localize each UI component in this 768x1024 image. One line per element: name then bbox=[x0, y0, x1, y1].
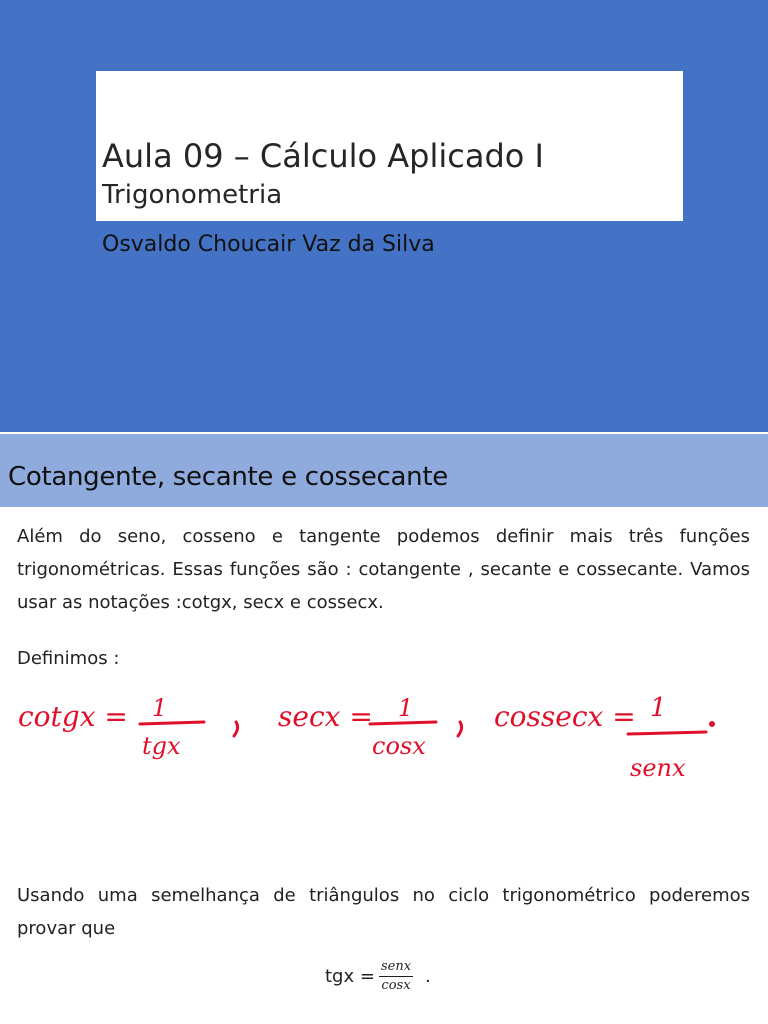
period-mark bbox=[711, 723, 714, 726]
cossec-lhs: cossecx = bbox=[494, 700, 636, 733]
cossec-numerator: 1 bbox=[650, 693, 667, 723]
section-heading: Cotangente, secante e cossecante bbox=[8, 462, 448, 492]
formula-fraction bbox=[379, 959, 413, 993]
cotg-lhs: cotgx = bbox=[18, 700, 128, 733]
comma-mark-2 bbox=[458, 722, 462, 736]
formula-denominator: cosx bbox=[381, 977, 411, 993]
tangent-formula bbox=[325, 959, 431, 993]
cossec-fraction-bar bbox=[628, 732, 706, 734]
title-box bbox=[96, 71, 683, 221]
header-band bbox=[0, 434, 768, 507]
author-name: Osvaldo Choucair Vaz da Silva bbox=[102, 232, 435, 257]
cotg-fraction-bar bbox=[140, 722, 204, 724]
title-slide bbox=[0, 0, 768, 432]
formula-period: . bbox=[425, 965, 431, 987]
cotg-numerator: 1 bbox=[152, 694, 168, 722]
content-slide bbox=[0, 434, 768, 1024]
formula-lhs: tgx = bbox=[325, 965, 375, 987]
slide-subtitle: Trigonometria bbox=[102, 180, 283, 210]
sec-denominator: cosx bbox=[372, 732, 426, 760]
sec-numerator: 1 bbox=[398, 694, 414, 722]
formula-numerator: senx bbox=[379, 959, 413, 977]
cotg-denominator: tgx bbox=[142, 732, 181, 760]
comma-mark-1 bbox=[234, 722, 238, 736]
intro-paragraph: Além do seno, cosseno e tangente podemos definir mais três funções trigonométricas. Essas funções são : cotangente , secante e cossecante. Vamos usar as notações :cotgx, secx e cossecx. bbox=[17, 526, 750, 613]
sec-lhs: secx = bbox=[278, 700, 373, 733]
handwritten-definitions bbox=[0, 684, 768, 794]
sec-fraction-bar bbox=[370, 722, 436, 724]
proof-paragraph: Usando uma semelhança de triângulos no ciclo trigonométrico poderemos provar que bbox=[17, 885, 750, 939]
slide-title: Aula 09 – Cálculo Aplicado I bbox=[102, 137, 544, 175]
definimos-label: Definimos : bbox=[17, 648, 120, 669]
cossec-denominator: senx bbox=[630, 754, 686, 782]
